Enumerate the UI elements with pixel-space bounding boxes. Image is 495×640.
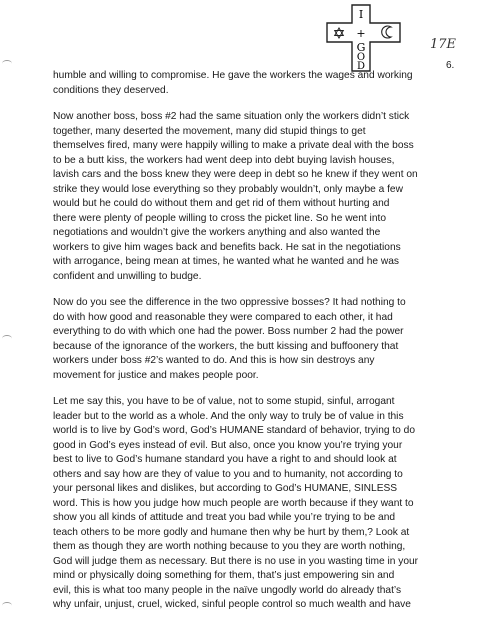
body-paragraph: Now another boss, boss #2 had the same situation only the workers didn’t stick together, many deserted the movement, many did stupid things to get themselves fired, many were happily willing to make a private deal with the boss to be a butt kiss, the workers had went deep into debt buying lavish houses, lavish cars and the boss knew they were deep in debt so he knew if they went on strike they would lose everything so they probably wouldn’t, only maybe a few would but he could do without them and get rid of them without hurting and there were plenty of people willing to cross the picket line. So he went into negotiations and wouldn’t give the workers anything and also wanted the workers to give him wages back and benefits back. He sat in the negotiations with arrogance, being mean at times, he wanted what he wanted and he was confident and unwilling to budge. — [53, 111, 418, 282]
body-paragraph: Now do you see the difference in the two oppressive bosses? It had nothing to do with how good and reasonable they were compared to each other, it had everything to do with which one had the power. Boss number 2 had the power because of the ignorance of the workers, the butt kissing and buffoonery that workers under boss #2’s wanted to do. And this is how sin destroys any movement for justice and makes people poor. — [53, 297, 406, 381]
body-paragraph: Let me say this, you have to be of value, not to some stupid, sinful, arrogant leader but to the world as a whole. And the only way to truly be of value in this world is to live by God’s word, God’s HUMANE standard of behavior, trying to do good in God’s eyes instead of evil. But also, once you know you’re trying your best to live to God’s humane standard you have a right to and should look at others and say how are they of value to you and to humanity, not according to your personal likes and dislikes, but according to God’s HUMANE, SINLESS word. This is how you judge how much people are worth because if they want to show you all kinds of attitude and treat you bad while you’re trying to be and teach others to be more godly and humane then why be hurt by them,? Look at them as though they are worth nothing because to you they are worth nothing, God will judge them as necessary. But there is no use in you wasting time in your mind or physically doing something for them, that’s just empowering sin and evil, this is what too many people in the naïve ungodly world do already that’s why unfair, unjust, cruel, wicked, sinful people control so much wealth and have — [53, 396, 419, 610]
cross-logo — [326, 4, 402, 72]
logo-letter: O — [356, 52, 366, 63]
logo-letter: I — [358, 8, 364, 21]
page-body — [53, 69, 493, 625]
page-number: 6. — [446, 60, 455, 71]
logo-plus-sign: + — [356, 27, 366, 40]
body-paragraph: humble and willing to compromise. He gave the workers the wages and working conditions they deserved. — [53, 70, 413, 96]
crescent-icon — [382, 26, 391, 38]
logo-letter: D — [356, 61, 366, 72]
scan-edge-mark — [2, 335, 12, 342]
scan-edge-mark — [2, 602, 12, 609]
scan-edge-mark — [2, 60, 12, 67]
logo-letter: G — [356, 41, 366, 54]
handwritten-note: 17E — [430, 37, 457, 52]
star-of-david-icon — [335, 28, 344, 38]
